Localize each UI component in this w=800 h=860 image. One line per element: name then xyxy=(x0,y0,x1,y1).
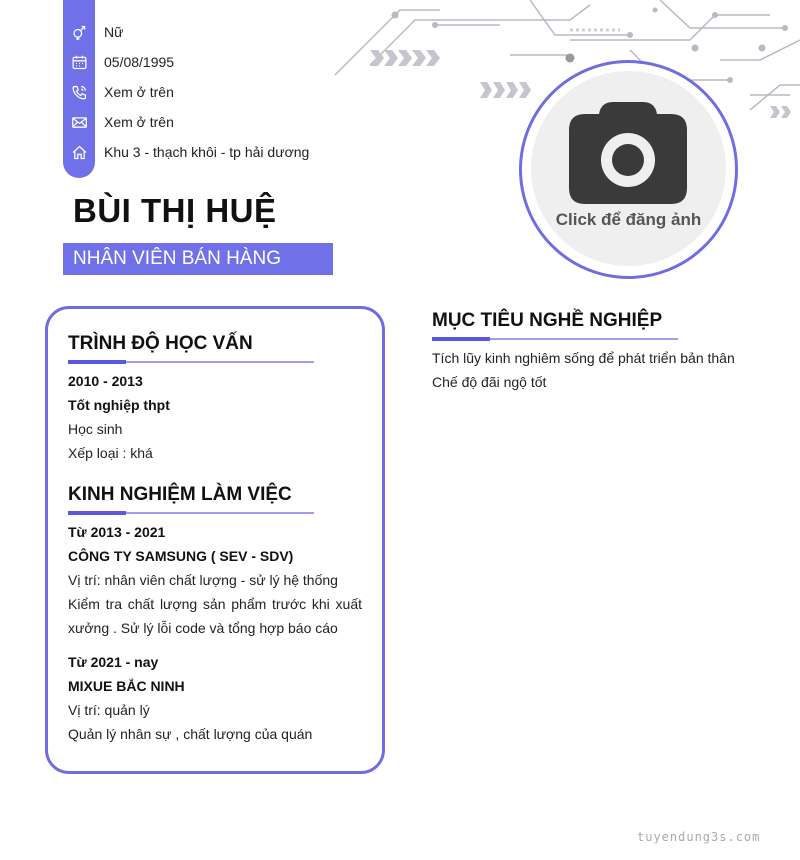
camera-icon[interactable] xyxy=(569,102,687,204)
calendar-icon xyxy=(63,50,95,74)
contact-email xyxy=(63,110,383,134)
education-title: TRÌNH ĐỘ HỌC VẤN xyxy=(68,333,253,354)
education-underline xyxy=(68,361,314,363)
job-position: Vị trí: quản lý xyxy=(68,702,150,718)
contact-birthday xyxy=(63,50,383,74)
job-title: NHÂN VIÊN BÁN HÀNG xyxy=(63,243,333,275)
job-position: Vị trí: nhân viên chất lượng - sử lý hệ thống xyxy=(68,572,338,588)
contact-gender xyxy=(63,20,383,44)
gender-text: Nữ xyxy=(104,24,124,40)
email-text: Xem ở trên xyxy=(104,114,174,130)
job-description: Kiểm tra chất lượng sản phẩm trước khi xuất xưởng . Sử lý lỗi code và tổng hợp báo cáo xyxy=(68,596,362,636)
full-name: BÙI THỊ HUỆ xyxy=(73,192,277,229)
address-text: Khu 3 - thạch khôi - tp hải dương xyxy=(104,144,310,160)
objective-line: Chế độ đãi ngộ tốt xyxy=(432,374,547,390)
job-period: Từ 2013 - 2021 xyxy=(68,524,166,540)
experience-title: KINH NGHIỆM LÀM VIỆC xyxy=(68,484,292,505)
education-grade: Xếp loại : khá xyxy=(68,445,153,461)
objective-title: MỤC TIÊU NGHỀ NGHIỆP xyxy=(432,310,663,331)
gender-icon xyxy=(63,20,95,44)
education-period: 2010 - 2013 xyxy=(68,373,143,389)
objective-underline xyxy=(432,338,678,340)
education-degree: Tốt nghiệp thpt xyxy=(68,397,170,413)
phone-text: Xem ở trên xyxy=(104,84,174,100)
job-period: Từ 2021 - nay xyxy=(68,654,159,670)
job-company: CÔNG TY SAMSUNG ( SEV - SDV) xyxy=(68,548,294,564)
education-major: Học sinh xyxy=(68,421,123,437)
mail-icon xyxy=(63,110,95,134)
upload-photo-label[interactable]: Click để đăng ảnh xyxy=(555,210,702,229)
contact-address xyxy=(63,140,383,164)
home-icon xyxy=(63,140,95,164)
objective-line: Tích lũy kinh nghiêm sống để phát triển bản thân xyxy=(432,350,735,366)
experience-underline xyxy=(68,512,314,514)
phone-icon xyxy=(63,80,95,104)
watermark: tuyendung3s.com xyxy=(637,830,761,844)
birthday-text: 05/08/1995 xyxy=(104,54,175,70)
contact-phone xyxy=(63,80,383,104)
job-company: MIXUE BẮC NINH xyxy=(68,678,185,694)
job-description: Quản lý nhân sự , chất lượng của quán xyxy=(68,726,313,742)
